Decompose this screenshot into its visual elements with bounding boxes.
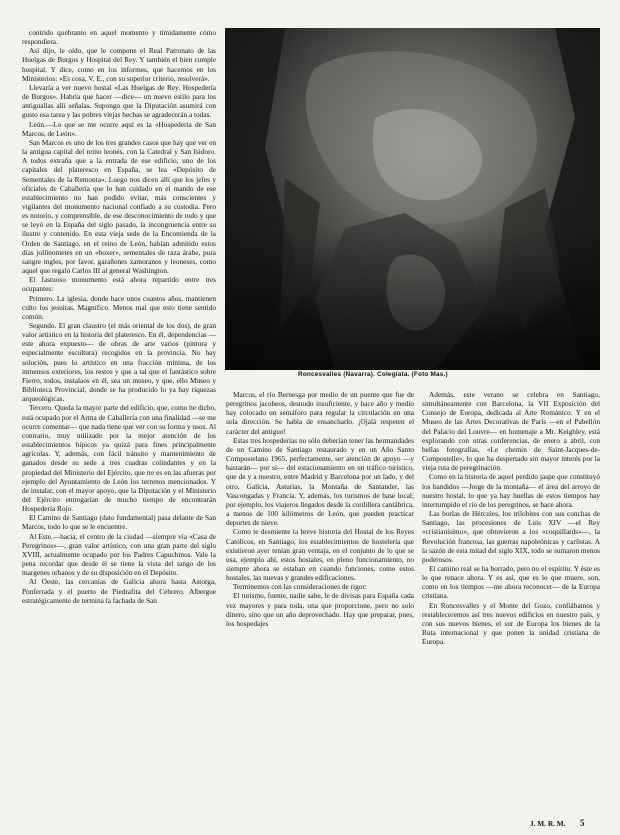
- paragraph: El fastuoso monumento está ahora repartido entre tres ocupantes:: [22, 275, 216, 294]
- right-text-column: [422, 390, 600, 818]
- paragraph: Llevaría a ver nuevo hostal «Las Huelgas de Rey. Hospedería de Burgos». Habría que hacer —dice— un nuevo estilo para los antiguallas allí señalas. Supongo que la Diputación asumirá con gusto esa tarea y las pobres viejas hechas se agradecerán a todas.: [22, 82, 216, 120]
- paragraph: Segundo. El gran claustro (el más oriental de los dos), de gran valor artístico en la historia del plateresco. En él, dependencias —este ahora expuesto— de obras de arte varios (pintura y especialmente escultura) recogidos en la provincia. No hay solución, pues lo artístico en una fracción mínima, de los inmensos exteriores, los restos y que a tal que el fantástico sobre Fierro, todos, instalaos en él, sea un museo, y que, ello Museo y Biblioteca Provincial, donde se ha producido lo ya hay riquezas arqueológicas.: [22, 321, 216, 404]
- paragraph: En Roncesvalles y el Monte del Gozo, confiábamos y restableceremos así tres nuevos edificios en nuestro país, y con sus nuevos bienes, el sur de Europa los bienes de la Ruta internacional y que ponen la unidad cristiana de Europa.: [422, 600, 600, 647]
- photo-image: [225, 28, 600, 370]
- middle-text-column: [226, 390, 414, 818]
- paragraph: Al Oeste, las cercanías de Galicia ahora hasta Astorga, Ponferrada y el puerto de Piedrafita del Cebrero. Albergue estratégicamente de termina la fachada de San: [22, 577, 216, 605]
- page-number: 5: [580, 818, 585, 828]
- paragraph: El camino real se ha borrado, pero no el espíritu. Y éste es lo que renace ahora. Y es así, que es lo que muere, son, como en los tiempos —me ahora reconocer— de la Europa cristiana.: [422, 563, 600, 601]
- paragraph: Primero. La iglesia, donde hace unos cuantos años, mantienen culto los jesuitas. Magnífico. Menos mal que esto tiene sentido común.: [22, 293, 216, 321]
- paragraph: Marcos, el río Bernesga por medio de un puente que fue de peregrinos jacobeos, desnudo insuficiente, y hace año y medio hay colocado un semáforo para regular la circulación en una sola dirección. Se habla de ensancharlo. ¡Ojalá respeten el carácter del antiguo!: [226, 390, 414, 436]
- paragraph: El Camino de Santiago (dato fundamental) pasa delante de San Marcos, todo lo que se le encuentre.: [22, 513, 216, 532]
- paragraph: Estas tres hospederías no sólo deberían tener las hermandades de un Camino de Santiago restaurado y en un Año Santo Compostelano 1965, perfectamente, ser atención de apoyo —y bastarán— por sí— del estacionamiento en un tráfico turístico, que de y a nuestro, entre Madrid y Barcelona por un lado, y del otro, Galicia, Asturias, la Montaña de Santander, las Vascongadas y Francia. Y, además, los turismos de base local; por ejemplo, los viajeros llegados desde la cordillera cantábrica, a menos de 100 kilómetros de León, que pueden practicar deportes de nieve.: [226, 435, 414, 528]
- paragraph: León.—Lo que se me ocurre aquí es la «Hospedería de San Marcos, de León».: [22, 119, 216, 138]
- paragraph: Como en la historia de aquel perdido jaspe que constituyó los bandidos —Jorge de la montaña— el área del arroyo de nuestro hostal, lo que ya hay huellas de estos tiempos hay interrumpido el río de los peregrinos, se hace ahora.: [422, 472, 600, 509]
- paragraph: Además, este verano se celebra en Santiago, simultáneamente con Barcelona, la VII Exposición del Consejo de Europa, dedicada al Arte Románico. Y en el Museo de las Artes Decorativas de París —en el Pabellón del Palacio del Louvre— en homenaje a Mr. Keighley, está explorando con otras conferencias, de enero a abril, con bellas fotografías, «Le chemin de Saint-Jacques-de-Compostelle», lo que ha despertado sin mayor interés por la vieja ruta de peregrinación.: [422, 390, 600, 473]
- paragraph: Al Este.—hacia, el centro de la ciudad —siempre vía «Casa de Peregrinos»—, gran valor artístico, con una gran parte del siglo XVIII, actualmente ocupado por los Padres Capuchinos. Vale la pena recordar que desde él se tiene la vista del tango de los margenes urbanos y de su disposición en el Depósito.: [22, 531, 216, 578]
- paragraph: San Marcos es uno de los tres grandes casos que hay que ver en la antigua capital del reino leonés, con la Catedral y San Isidoro. A todos extraña que a la entrada de ese edificio, uno de los capitales del plateresco en España, se lea «Depósito de Sementales de la Remonta». Luego nos dicen allí que los jefes y oficiales de Caballería que lo han cuidado en el mando de ese establecimiento no han podido evitar, más conscientes y vigilantes del monumento nacional confiado a su custodia. Pero es notorio, y comprensible, de ese desconocimiento de todo y que se leyó en la España del siglo pasado, la incongruencia entre su ilustre y contenido. En esta vieja sede de la Encomienda de la Orden de Santiago, en el reino de León, habían admitido estos días jollinometes en un «boxer», sementales de raza árabe, pura sangre ingles, por favor, garañones zamoranos y leoneses, como aquel que regaló Carlos III al general Washington.: [22, 137, 216, 276]
- roncesvalles-photo: [225, 28, 600, 370]
- paragraph: El turismo, fuente, nadie sabe, le de divisas para España cada vez mayores y para toda, una que proporcione, pero no solo dinero, sino que un año deprovechado. Hay que preparar, pues, los hospedajes: [226, 591, 414, 628]
- paragraph: Las borlas de Hércules, los trilobites con sus conchas de Santiago, las procesiones de Luis XIV —el Rey «cristianísimo», que obtuvieron a los «coquillards»—, la Revolución francesa, las guerras napoleónicas y carlistas. A la sazón de esta mitad del siglo XIX, todo se sumaron menos poderosos.: [422, 509, 600, 564]
- paragraph: Tercero. Queda la mayor parte del edificio, que, como he dicho, está ocupado por el Arma de Caballería con una finalidad —se me ocurre comentar— que nada tiene que ver con su forma y usos. Al contrario, muy utilizado por la mejor atención de los establecimientos hípicos ya quizá para fines principalmente agrícolas. Y, además, con fácil tránsito y mantenimiento de ganados desde su sede a tres cuadras colindantes y en la propiedad del Ministerio del Ejército, que no es en las afueras por ejemplo del Ayuntamiento de León los terrenos mencionados. Y de instalar, con el mayor apoyo, que la Diputación y el Ministerio del Ejército entregarían de mucho tiempo de encontrarán Hospedería Rojo.: [22, 403, 216, 514]
- paragraph: contrido quebranto en aquel momento y tímidamente cómo respondiera.: [22, 28, 216, 47]
- photo-caption: Roncesvalles (Navarra). Colegiata. (Foto Mas.): [298, 371, 448, 378]
- paragraph: Como te desmiente la breve historia del Hostal de los Reyes Católicos, en Santiago, los establecimientos de hostelería que existieron ayer tenían gran ventaja, en el conjunto de lo que se usa, ejemplo ahí, estos hostales, en pleno funcionamiento, no siempre ahora se estaban en cuando funciones, como estos hostales, las nuevas y grandes edificaciones.: [226, 527, 414, 583]
- left-text-column: [22, 28, 216, 818]
- author-signature: J. M. R. M.: [530, 819, 566, 828]
- paragraph: Así dijo, le oído, que le compone el Real Patronato de las Huelgas de Burgos y Hospital del Rey. Y también el bien cumple hospital. Y dice, como en los informes, que hacemos en los Ministerios: «Es cosa, V. E., con su superior criterio, resolverá».: [22, 46, 216, 83]
- paragraph: Terminemos con las consideraciones de rigor:: [233, 582, 367, 592]
